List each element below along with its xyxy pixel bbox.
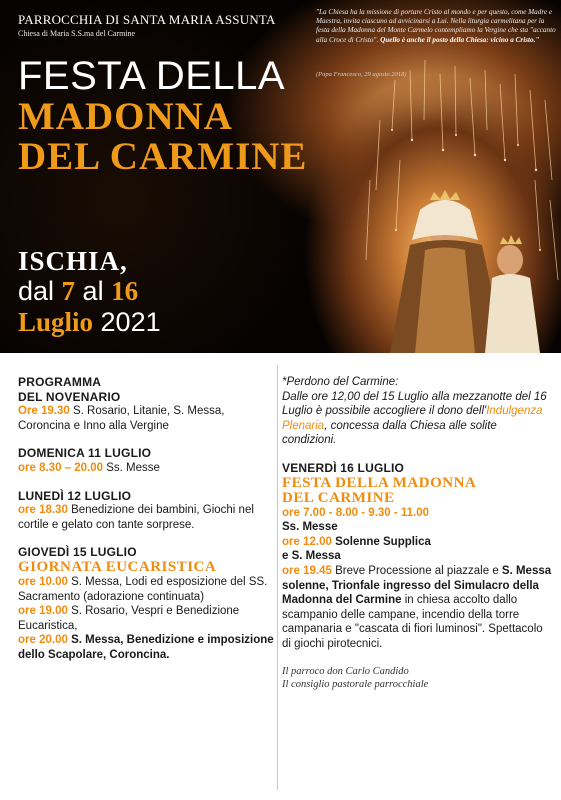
quote-source: (Papa Francesco, 29 agosto 2018)	[316, 71, 407, 78]
sunday-time: ore 8.30 – 20.00	[18, 461, 104, 474]
quote-text: "La Chiesa ha la missione di portare Cristo al mondo e per questo, come Madre e Maestra, invita ciascuno ad avvicinarsi a Lui. Nella liturgia carmelitana per la festa della Madonna del Monte Carmelo contempliamo la Vergine che sta "accanto alla Croce di Cristo".	[316, 8, 556, 44]
sunday-desc: Ss. Messe	[103, 461, 160, 474]
program-text	[18, 404, 280, 433]
program-time: Ore 19.30	[18, 405, 70, 418]
parish-name: PARROCCHIA DI SANTA MARIA ASSUNTA	[18, 12, 276, 27]
perdono-text	[282, 390, 554, 448]
thursday-heading: GIOVEDÌ 15 LUGLIO	[18, 545, 137, 560]
date-range	[18, 278, 138, 305]
friday-desc-2: Solenne Supplica	[331, 535, 431, 548]
perdono-title: *Perdono del Carmine:	[282, 376, 399, 388]
thursday-time-2: ore 19.00	[18, 605, 68, 618]
friday-desc-3b: S. Messa solenne, Trionfale ingresso del Simulacro della Madonna del Carmine	[282, 564, 552, 607]
thursday-item-1	[18, 575, 280, 604]
thursday-block	[18, 545, 280, 662]
friday-item-3	[282, 564, 554, 652]
friday-heading: VENERDÌ 16 LUGLIO	[282, 460, 405, 475]
friday-desc-1: Ss. Messe	[282, 521, 338, 534]
friday-time-2: ore 12.00	[282, 535, 332, 548]
sunday-heading: DOMENICA 11 LUGLIO	[18, 446, 152, 461]
program-heading: PROGRAMMA	[18, 375, 102, 389]
title-line-1: FESTA DELLA	[18, 54, 286, 98]
perdono-block	[282, 375, 554, 448]
sunday-block	[18, 446, 280, 475]
friday-desc-2b: e S. Messa	[282, 550, 341, 563]
perdono-text-1: Dalle ore 12,00 del 15 Luglio alla mezzanotte del 16 Luglio è possibile accogliere il dono dell'	[282, 390, 547, 418]
monday-desc: Benedizione dei bambini, Giochi nel cortile e gelato con tante sorprese.	[18, 504, 254, 531]
left-column	[18, 375, 280, 663]
month-name: Luglio	[18, 307, 94, 337]
friday-block	[282, 461, 554, 652]
program-subheading: DEL NOVENARIO	[18, 389, 121, 404]
thursday-time-3: ore 20.00	[18, 634, 68, 647]
hero-banner	[0, 0, 561, 353]
title-line-3: DEL CARMINE	[18, 135, 308, 178]
madonna-statue-image	[370, 190, 560, 353]
indulgenza-highlight: Indulgenza Plenaria	[282, 405, 543, 432]
thursday-subheading: GIORNATA EUCARISTICA	[18, 558, 217, 575]
sunday-text	[18, 461, 280, 476]
right-column	[282, 375, 554, 691]
thursday-item-2	[18, 604, 280, 633]
year: 2021	[93, 307, 161, 337]
monday-heading: LUNEDÌ 12 LUGLIO	[18, 488, 132, 503]
quote-bold-text: Quello è anche il posto della Chiesa: vicino a Cristo."	[380, 35, 540, 44]
thursday-desc-2: S. Rosario, Vespri e Benedizione Eucaristica,	[18, 605, 240, 632]
friday-subheading-1: FESTA DELLA MADONNA	[282, 474, 477, 491]
signature	[282, 665, 554, 691]
friday-subheading-2: DEL CARMINE	[282, 489, 395, 506]
thursday-desc-3: S. Messa, Benedizione e imposizione dello Scapolare, Coroncina.	[18, 634, 274, 661]
town-name: ISCHIA,	[18, 246, 128, 276]
thursday-desc-1: S. Messa, Lodi ed esposizione del SS. Sacramento (adorazione continuata)	[18, 575, 268, 603]
friday-time-1: ore 7.00 - 8.00 - 9.30 - 11.00	[282, 506, 430, 519]
program-block	[18, 375, 280, 433]
monday-time: ore 18.30	[18, 504, 68, 517]
signature-parroco: Il parroco don Carlo Candido	[282, 665, 409, 677]
church-name: Chiesa di Maria S.S.ma del Carmine	[18, 29, 136, 38]
monday-text	[18, 503, 280, 532]
pope-quote	[316, 8, 556, 45]
thursday-item-3	[18, 633, 280, 662]
friday-time-3: ore 19.45	[282, 564, 332, 577]
dates-dal: dal	[18, 276, 62, 306]
thursday-time-1: ore 10.00	[18, 575, 68, 588]
dates-al: al	[75, 276, 112, 306]
friday-desc-3a: Breve Processione al piazzale e	[331, 564, 502, 577]
day-to: 16	[111, 276, 139, 306]
monday-block	[18, 489, 280, 533]
title-line-2: MADONNA	[18, 95, 233, 138]
program-desc: S. Rosario, Litanie, S. Messa, Coroncina e Inno alla Vergine	[18, 405, 225, 432]
day-from: 7	[61, 276, 76, 306]
month-year	[18, 309, 161, 336]
signature-consiglio: Il consiglio pastorale parrocchiale	[282, 678, 429, 690]
friday-desc-3c: in chiesa accolto dallo scampanio delle campane, incendio della torre campanaria e "cascata di fiori luminosi". Spettacolo di giochi pirotecnici.	[282, 594, 543, 650]
friday-item-2	[282, 535, 554, 550]
perdono-text-2: , concessa dalla Chiesa alle solite condizioni.	[282, 419, 497, 447]
